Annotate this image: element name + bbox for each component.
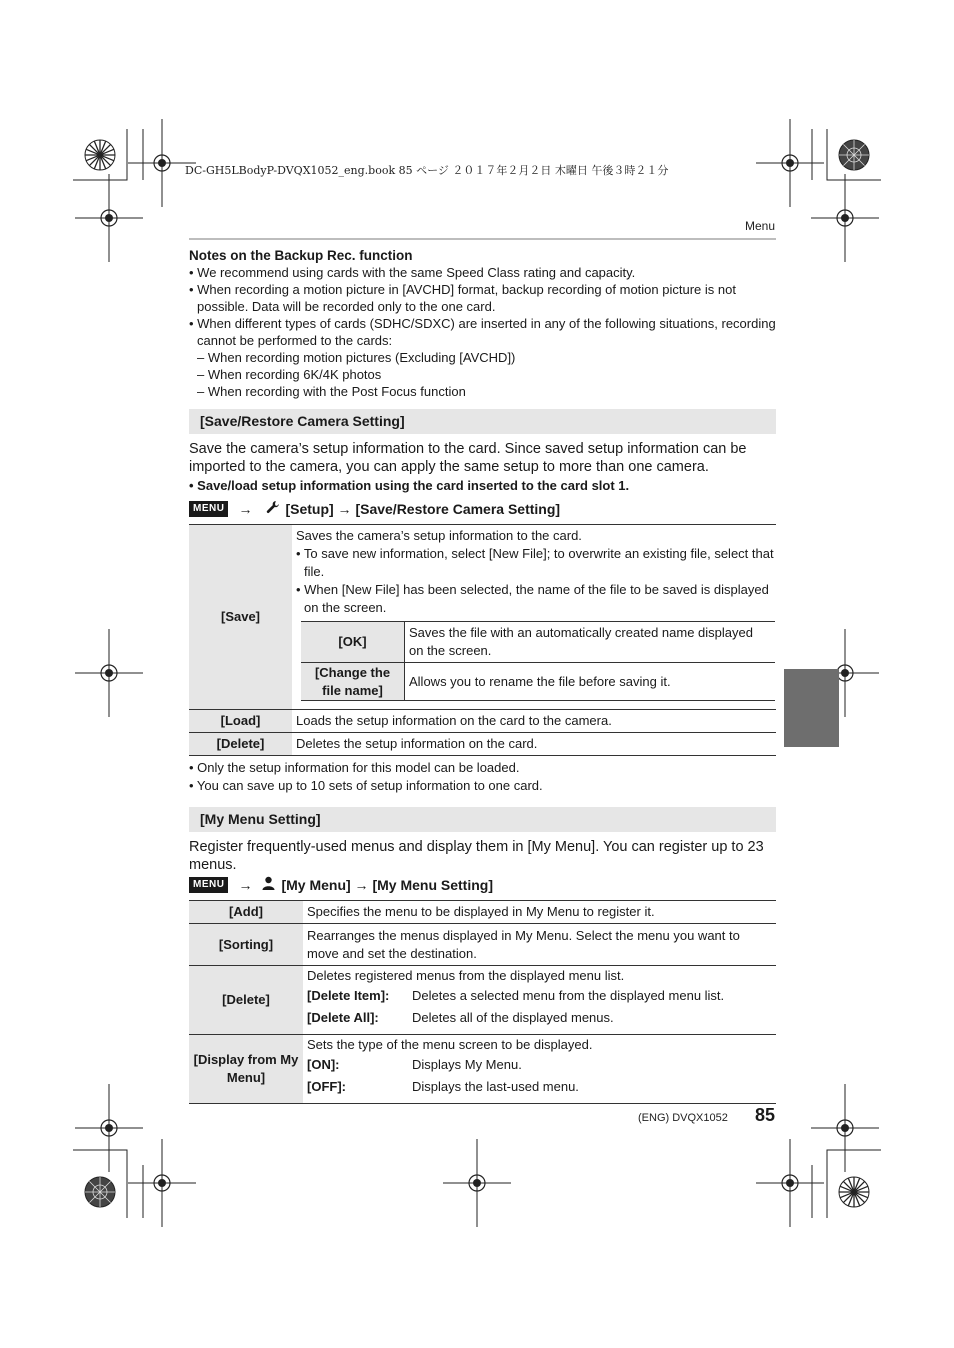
- on-desc: Displays My Menu.: [412, 1057, 522, 1072]
- save-restore-title: [Save/Restore Camera Setting]: [189, 409, 776, 434]
- save-restore-note-item: • You can save up to 10 sets of setup information to one card.: [189, 778, 543, 793]
- delete-desc: Deletes the setup information on the card.: [296, 736, 538, 751]
- page-number: 85: [754, 1105, 775, 1125]
- backup-subitem: – When recording 6K/4K photos: [197, 367, 382, 382]
- menu-badge: MENU: [189, 877, 228, 893]
- change-file-name-desc: Allows you to rename the file before saving it.: [409, 673, 671, 689]
- delete-menu-desc: Deletes registered menus from the displayed menu list.: [307, 968, 625, 983]
- save-desc-cell: [292, 525, 776, 710]
- my-menu-path: [189, 876, 493, 893]
- display-from-my-menu-key: [Display from My Menu]: [189, 1035, 303, 1104]
- delete-all-key: [Delete All]:: [307, 1010, 379, 1025]
- delete-menu-key: [Delete]: [189, 966, 303, 1035]
- backup-notes: [189, 264, 779, 400]
- menu-badge: MENU: [189, 501, 228, 517]
- header-rule: [189, 238, 776, 240]
- delete-menu-cell: [303, 966, 776, 1035]
- off-key: [OFF]:: [307, 1079, 346, 1094]
- change-file-name-key: [Change the file name]: [301, 663, 405, 701]
- on-row: [307, 1054, 772, 1076]
- print-header: DC-GH5LBodyP-DVQX1052_eng.book 85 ページ ２０１７年２月２日 木曜日 午後３時２１分: [185, 164, 669, 177]
- arrow: →: [238, 876, 253, 893]
- chapter-tab: [784, 669, 839, 747]
- menu-path-text: [My Menu] → [My Menu Setting]: [281, 876, 493, 893]
- load-desc: Loads the setup information on the card to the camera.: [296, 713, 612, 728]
- arrow: →: [238, 500, 253, 517]
- delete-key: [Delete]: [189, 733, 292, 756]
- delete-item-desc: Deletes a selected menu from the displayed menu list.: [412, 988, 725, 1003]
- ok-key: [OK]: [301, 622, 405, 663]
- display-desc: Sets the type of the menu screen to be displayed.: [307, 1037, 593, 1052]
- delete-item-row: [307, 985, 772, 1007]
- backup-subitem: – When recording with the Post Focus function: [197, 384, 466, 399]
- delete-all-desc: Deletes all of the displayed menus.: [412, 1010, 614, 1025]
- my-menu-table: [189, 900, 776, 1104]
- save-bullet: • To save new information, select [New File]; to overwrite an existing file, select that file.: [296, 546, 774, 579]
- display-cell: [303, 1035, 776, 1104]
- save-restore-intro: Save the camera’s setup information to the card. Since saved setup information can be imported to the camera, you can apply the same setup to more than one camera.: [189, 441, 747, 475]
- my-menu-intro: Register frequently-used menus and display them in [My Menu]. You can register up to 23 menus.: [189, 839, 764, 873]
- sorting-desc: Rearranges the menus displayed in My Menu. Select the menu you want to move and set the destination.: [307, 927, 740, 961]
- save-restore-notes: [189, 759, 779, 794]
- footer-code: (ENG) DVQX1052: [638, 1112, 728, 1124]
- load-key: [Load]: [189, 710, 292, 733]
- backup-bullet: • When different types of cards (SDHC/SDXC) are inserted in any of the following situations, recording cannot be performed to the cards:: [189, 316, 776, 348]
- ok-desc: Saves the file with an automatically created name displayed on the screen.: [409, 625, 753, 658]
- save-subtable: [301, 621, 775, 701]
- off-row: [307, 1076, 772, 1098]
- add-desc: Specifies the menu to be displayed in My Menu to register it.: [307, 904, 655, 919]
- delete-item-key: [Delete Item]:: [307, 988, 390, 1003]
- save-desc: Saves the camera’s setup information to the card.: [296, 528, 582, 543]
- save-bullet: • When [New File] has been selected, the name of the file to be saved is displayed on the screen.: [296, 582, 769, 615]
- save-restore-note-item: • Only the setup information for this model can be loaded.: [189, 760, 520, 775]
- backup-subitem: – When recording motion pictures (Excluding [AVCHD]): [197, 350, 516, 365]
- add-key: [Add]: [189, 901, 303, 924]
- backup-bullet: • We recommend using cards with the same Speed Class rating and capacity.: [189, 265, 636, 280]
- wrench-icon: [266, 500, 280, 517]
- save-restore-note: • Save/load setup information using the card inserted to the card slot 1.: [189, 478, 630, 493]
- save-restore-menu-path: [189, 500, 560, 517]
- backup-bullet: • When recording a motion picture in [AVCHD] format, backup recording of motion picture is not possible. Data will be recorded only to the one card.: [189, 282, 736, 314]
- save-restore-table: [189, 524, 776, 756]
- my-menu-title: [My Menu Setting]: [189, 807, 776, 832]
- on-key: [ON]:: [307, 1057, 340, 1072]
- sorting-key: [Sorting]: [189, 924, 303, 966]
- section-label: Menu: [744, 219, 775, 233]
- save-key: [Save]: [189, 525, 292, 710]
- delete-all-row: [307, 1007, 772, 1029]
- person-icon: [262, 876, 275, 893]
- off-desc: Displays the last-used menu.: [412, 1079, 579, 1094]
- menu-path-text: [Setup] → [Save/Restore Camera Setting]: [285, 500, 561, 517]
- backup-heading: Notes on the Backup Rec. function: [189, 248, 413, 263]
